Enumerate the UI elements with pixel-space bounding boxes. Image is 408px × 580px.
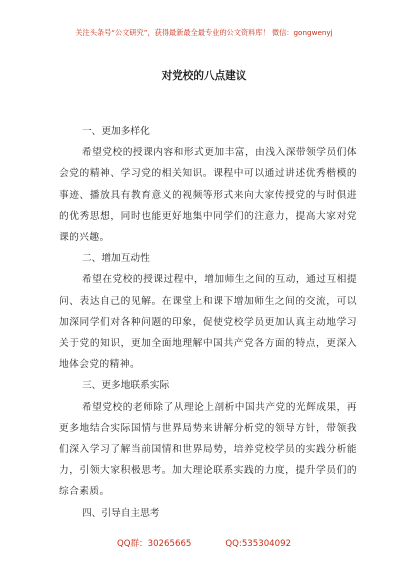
section-heading-2: 二、增加互动性 [82, 253, 150, 265]
section-paragraph-3: 希望党校的老师除了从理论上剖析中国共产党的光辉成果，再更多地结合实际国情与世界局势来讲解分析党的领导方针，带领我们深入学习了解当前国情和世界局势，培养党校学员的实践分析能力，引领大家积极思考。加大理论联系实践的力度，提升学员们的综合素质。 [59, 401, 357, 498]
footer-qq-number: QQ:535304092 [225, 539, 292, 549]
section-heading-4: 四、引导自主思考 [82, 507, 160, 519]
section-heading-3: 三、更多地联系实际 [82, 380, 170, 392]
document-title: 对党校的八点建议 [161, 70, 247, 82]
top-banner: 关注头条号“公文研究”，获得最新最全最专业的公文资料库！ 微信：gongwenyj [75, 28, 333, 37]
footer-contact [0, 538, 408, 550]
footer-qq-group: QQ群：30265665 [116, 539, 192, 549]
section-paragraph-2: 希望在党校的授课过程中，增加师生之间的互动，通过互相提问、表达自己的见解。在课堂上和课下增加师生之间的交流，可以加深同学们对各种问题的印象，促使党校学员更加认真主动地学习关于党的知识，更加全面地理解中国共产党各方面的特点，更深入地体会党的精神。 [59, 274, 357, 371]
section-heading-1: 一、更加多样化 [82, 126, 150, 137]
document-body [59, 121, 357, 524]
section-paragraph-1: 希望党校的授课内容和形式更加丰富，由浅入深带领学员们体会党的精神、学习党的相关知识。课程中可以通过讲述优秀楷模的事迹、播放具有教育意义的视频等形式来向大家传授党的与时俱进的优秀思想，同时也能更好地集中同学们的注意力，提高大家对党课的兴趣。 [59, 147, 357, 244]
